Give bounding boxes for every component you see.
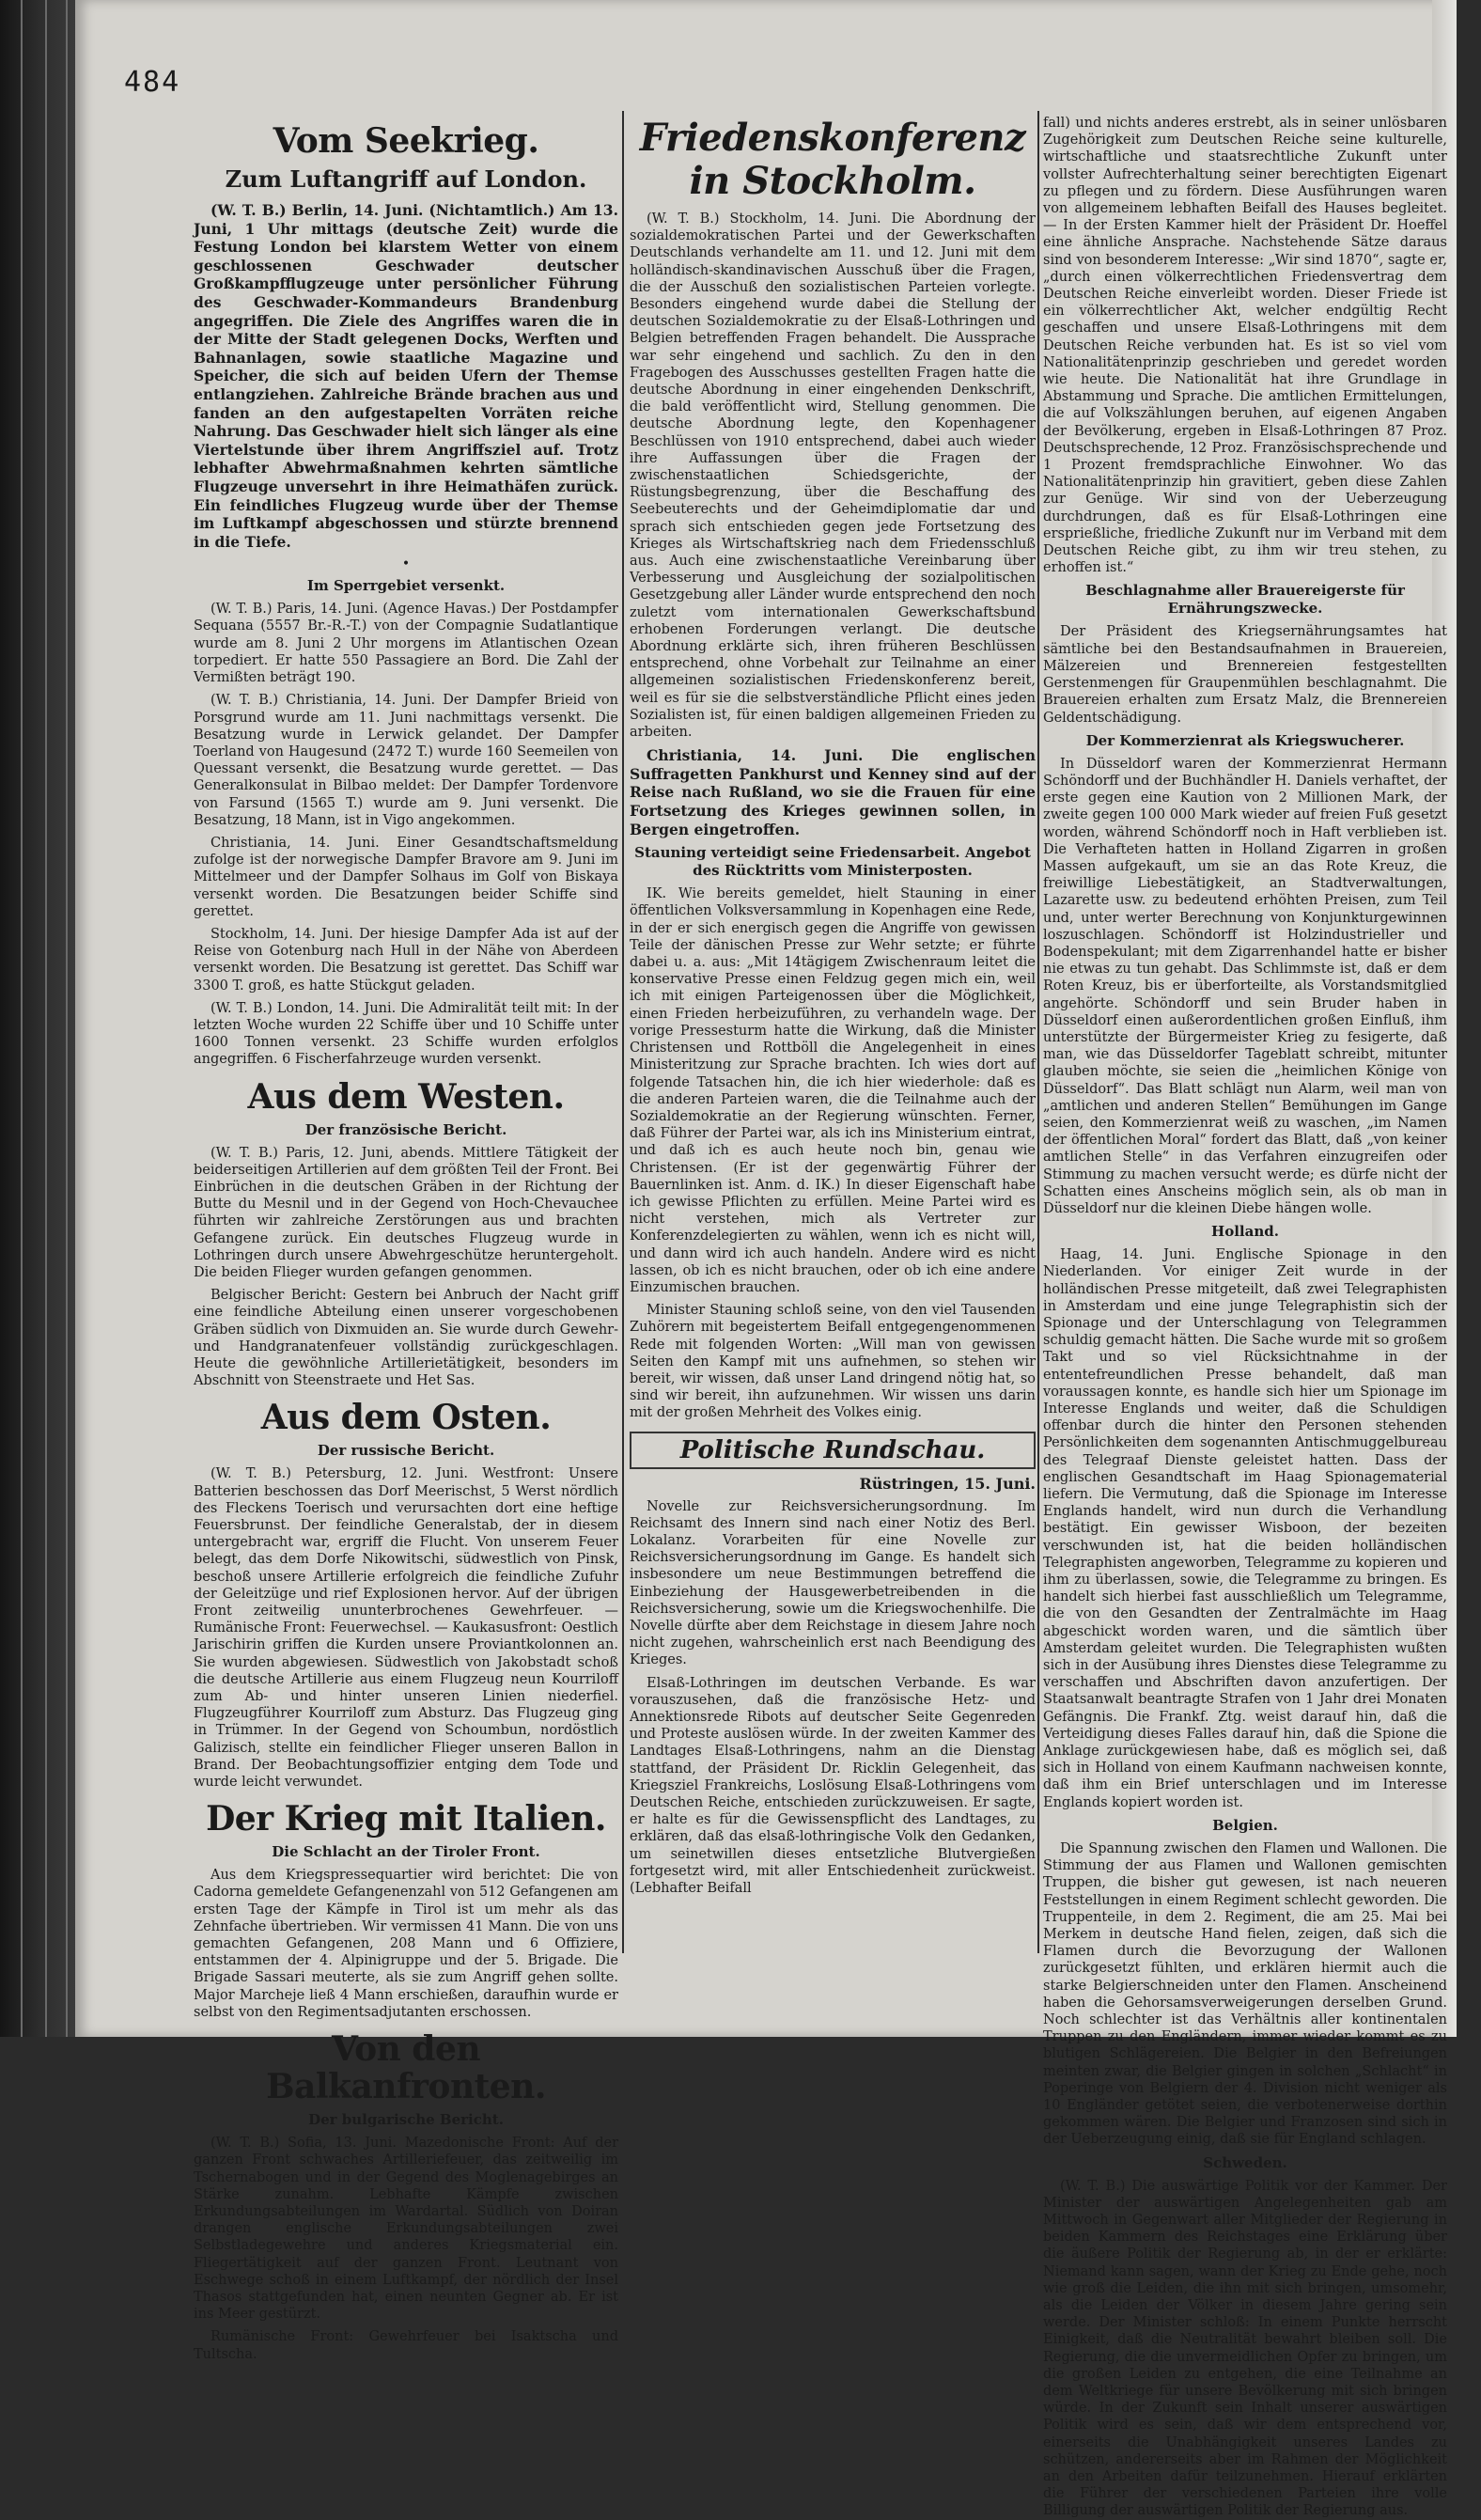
article-christiania-2: Christiania, 14. Juni. Einer Gesandtschaftsmeldung zufolge ist der norwegische Dampfer Bravore am 9. Juni im Mittelmeer und der Dampfer Solhaus im Golf von Biskaya versenkt worden. Die Besatzungen beider Schiffe sind gerettet.	[194, 835, 618, 919]
article-belgien: Die Spannung zwischen den Flamen und Wallonen. Die Stimmung der aus Flamen und Wallonen gemischten Truppen, die bisher gut gewesen, ist nach neueren Feststellungen in einem Regiment schlecht geworden. Die Truppenteile, in dem 2. Regiment, die am 25. Mai bei Merkem in deutsche Hand fielen, zeigen, daß sich die Flamen durch die Bevorzugung der Wallonen zurückgesetzt fühlten, und erklären hiermit auch die starke Belgierschneiden unter den Flamen. Anscheinend haben die Gehorsamsverweigerungen derselben Grund. Noch schlechter ist das Verhältnis aller kontinentalen Truppen zu den Engländern, immer wieder kommt es zu blutigen Schlägereien. Die Belgier in den Befreiungen meinten zwar, die Belgier gingen in solchen „Schlacht“ in Poperinge von Belgiern der 4. Division nicht weniger als 10 Engländer getötet seien, die verbotenerweise dorthin gekommen wären. Die Belgier und Franzosen sind sich in der Ueberzeugung einig, daß sie für England schlagen.	[1043, 1840, 1447, 2148]
headline-italien: Der Krieg mit Italien.	[206, 1799, 606, 1839]
subhead-holland: Holland.	[1211, 1223, 1279, 1241]
headline-westen: Aus dem Westen.	[247, 1076, 565, 1117]
article-rumaenische-front: Rumänische Front: Gewehrfeuer bei Isaktscha und Tultscha.	[194, 2329, 618, 2362]
book-binding	[0, 0, 75, 2037]
article-stauning-schluss: Minister Stauning schloß seine, von den viel Tausenden Zuhörern mit begeistertem Beifall entgegengenommenen Rede mit folgenden Worten: „Will man von gewissen Seiten den Kampf mit uns aufnehmen, so stehen wir bereit, wir wissen, daß unser Land dringend nötig hat, so sind wir bereit, ihn aufzunehmen. Wir wissen uns darin mit der großen Mehrheit des Volkes einig.	[630, 1303, 1036, 1421]
article-sofia: (W. T. B.) Sofia, 13. Juni. Mazedonische Front: Auf der ganzen Front schwaches Artilleriefeuer, das zeitweilig im Tschernabogen und in der Gegend des Moglenagebirges an Stärke zunahm. Lebhafte Kämpfe zwischen Erkundungsabteilungen im Wardartal. Südlich von Doiran drangen englische Erkundungsabteilungen zwei Selbstladegewehre und anderes Kriegsmaterial ein. Fliegertätigkeit auf der ganzen Front. Leutnant von Eschwege schoß in einem Luftkampf, der nördlich der Insel Thasos stattgefunden hat, einen neunten Gegner ab. Er ist ins Meer gestürzt.	[194, 2136, 618, 2323]
article-belg-bericht: Belgischer Bericht: Gestern bei Anbruch der Nacht griff eine feindliche Abteilung einen unserer vorgeschobenen Gräben südlich von Dixmuiden an. Sie wurde durch Gewehr- und Handgranatenfeuer vollständig zurückgeschlagen. Heute die gewöhnliche Artillerietätigkeit, besonders im Abschnitt von Steenstraete und Het Sas.	[194, 1288, 618, 1389]
article-kommerzienrat: In Düsseldorf waren der Kommerzienrat Hermann Schöndorff und der Buchhändler H. Daniels verhaftet, der erste gegen eine Kaution von 2 Millionen Mark, der zweite gegen 100 000 Mark wieder auf freien Fuß gesetzt worden, während Schöndorff noch in Haft verblieben ist. Die Verhafteten hatten in Holland Zigarren in großen Massen aufgekauft, um sie an das Rote Kreuz, die freiwillige Liebestätigkeit, an Stadtverwaltungen, Lazarette usw. zu bedeutend erhöhten Preisen, zum Teil und, unter werter Berechnung von Konjunkturgewinnen loszuschlagen. Schöndorff ist Holzindustrieller und Bodenspekulant; mit dem Zigarrenhandel hatte er bisher nie etwas zu tun gehabt. Das Schlimmste ist, daß er dem Roten Kreuz, bis er überforteilte, als Vorstandsmitglied angehörte. Schöndorff und sein Bruder haben in Düsseldorf einen außerordentlichen großen Einfluß, ihm unterstützte der Bürgermeister Krieg zu fesigerte, daß man, wie das Düsseldorfer Tageblatt schreibt, mitunter glauben möchte, sie seien die „heimlichen Könige von Düsseldorf“. Das Blatt schlägt nun Alarm, weil man von „amtlichen und anderen Stellen“ Bemühungen im Gange seien, den Kommerzienrat weiß zu waschen, „im Namen der öffentlichen Moral“ fordert das Blatt, daß „von keiner amtlichen Stelle“ in das Verfahren einzugreifen oder Stimmung zu machen versucht werde; es dürfe nicht der Schatten eines Anscheins möglich sein, als ob man in Düsseldorf nur die kleinen Diebe hängen wolle.	[1043, 756, 1447, 1216]
article-tirol: Aus dem Kriegspressequartier wird berichtet: Die von Cadorna gemeldete Gefangenenzahl von 512 Gefangenen am ersten Tage der Kämpfe in Tirol ist um mehr als das Zehnfache übertrieben. Wir vermissen 41 Mann. Die von uns gemachten Gefangenen, 208 Mann und 6 Offiziere, entstammen der 4. Alpinigruppe und der 5. Brigade. Die Brigade Sassari meuterte, als sie zum Angriff gehen sollte. Major Marcheje ließ 4 Mann erschießen, daraufhin wurde er selbst von den Regimentsadjutanten erschossen.	[194, 1868, 618, 2020]
column-1	[194, 113, 618, 2362]
separator: •	[401, 556, 411, 572]
article-holland: Haag, 14. Juni. Englische Spionage in den Niederlanden. Vor einiger Zeit wurde in der holländischen Presse mitgeteilt, daß zwei Telegraphisten in Amsterdam und eine junge Telegraphistin sich der Spionage und der Unterschlagung von Telegrammen schuldig gemacht hätten. Die Sache wurde mit so großem Takt und so viel Rücksichtnahme in der ententefreundlichen Presse behandelt, daß man voraussagen konnte, es handle sich hier um Spionage im Interesse Englands und weiter, daß die Schuldigen offenbar durch die hinter den Personen stehenden Persönlichkeiten dem sogenannten Antischmuggelbureau des Telegraaf Dienste geleistet hatten. Dass der englischen Gesandtschaft im Haag Spionagematerial liefern. Die Vermutung, daß die Spionage im Interesse Englands handelt, wird nun durch die Verhandlung bestätigt. Ein gewisser Wisboon, der bezeiten verschwunden ist, hat die beiden holländischen Telegraphisten angeworben, Telegramme zu kopieren und ihm zu überlassen, sowie, die Telegramme zu bringen. Es handelt sich hierbei fast ausschließlich um Telegramme, die von den Gesandten der Zentralmächte im Haag abgeschickt worden waren, und die sämtlich über Amsterdam geleitet wurden. Die Telegraphisten wußten sich in der Ausübung ihres Dienstes diese Telegramme zu verschaffen und Abschriften davon anzufertigen. Der Staatsanwalt beantragte Strafen von 1 Jahr drei Monaten Gefängnis. Die Frankf. Ztg. weist darauf hin, daß die Verteidigung dieses Falles darauf hin, daß die Spione die Anklage zurückgewiesen habe, daß es möglich sei, daß sich in Holland von einem Kaufmann nachweisen konnte, daß ihm ein Brief unterschlagen und im Interesse Englands kopiert worden ist.	[1043, 1247, 1447, 1810]
article-beschlagnahme: Der Präsident des Kriegsernährungsamtes hat sämtliche bei den Bestandsaufnahmen in Brauereien, Mälzereien und Brennereien festgestellten Gerstenmengen für Graupenmühlen beschlagnahmt. Die Brauereien erhalten zum Ersatz Malz, die Brennereien Geldentschädigung.	[1043, 624, 1447, 726]
article-elsass-lothringen: Elsaß-Lothringen im deutschen Verbande. Es war vorauszusehen, daß die französische Hetz- und Annektionsrede Ribots auf deutscher Seite Gegenreden und Proteste auslösen würde. In der zweiten Kammer des Landtages Elsaß-Lothringens, nahm an die Dienstag stattfand, der Präsident Dr. Ricklin Gelegenheit, das Kriegsziel Frankreichs, Loslösung Elsaß-Lothringens vom Deutschen Reiche, entschieden zurückzuweisen. Er sagte, er halte es für die Gewissenspflicht des Landtages, zu erklären, daß das elsaß-lothringische Volk den Gedanken, um seinetwillen dieses entsetzliche Blutvergießen fortgesetzt wird, mit aller Entschiedenheit zurückweist. (Lebhafter Beifall	[630, 1675, 1036, 1897]
article-stockholm-ada: Stockholm, 14. Juni. Der hiesige Dampfer Ada ist auf der Reise von Gotenburg nach Hull in der Nähe von Aberdeen versenkt worden. Die Besatzung ist gerettet. Das Schiff war 3300 T. groß, es hatte Stückgut geladen.	[194, 926, 618, 994]
article-stauning-rede: IK. Wie bereits gemeldet, hielt Stauning in einer öffentlichen Volksversammlung in Kopenhagen eine Rede, in der er sich energisch gegen die Angriffe von gewissen Teile der dänischen Presse zur Wehr setzte; er führte dabei u. a. aus: „Mit 14tägigem Zwischenraum leitet die konservative Presse einen Feldzug gegen mich ein, weil ich mit einigen Parteigenossen über die Möglichkeit, einen Frieden herbeizuführen, zu verhandeln wage. Der vorige Pressesturm hatte die Wirkung, daß die Minister Christensen und Rottböll die Angelegenheit in eines Ministeritzung zur Sprache brachten. Ich wies dort auf folgende Tatsachen hin, die ich hier wiederhole: daß es die anderen Parteien waren, die die Teilnahme auch der Sozialdemokratie an der Regierung wünschten. Ferner, daß Führer der Partei war, als ich ins Ministerium eintrat, und daß ich es auch heute noch bin, genau wie Christensen. (Er ist der gegenwärtig Führer der Bauernlinken ist. Anm. d. IK.) In dieser Eigenschaft habe ich gewisse Pflichten zu erfüllen. Meine Partei wird es nicht verstehen, mich als Vertreter zur Konferenzdelegierten zu wählen, wenn ich es nicht will, und dann wird ich auch handeln. Andere wird es nicht lassen, ob ich es nicht brauchen, oder ob ich eine andere Einzumischen brauchen.	[630, 886, 1036, 1295]
subhead-beschlagnahme: Beschlagnahme aller Brauereigerste für Ernährungszwecke.	[1085, 582, 1405, 618]
article-elsass-continued: fall) und nichts anderes erstrebt, als in seiner unlösbaren Zugehörigkeit zum Deutschen Reiche seine kulturelle, wirtschaftliche und staatsrechtliche Zukunft unter vollster Aufrechterhaltung seiner berechtigten Eigenart zu pflegen und zu fördern. Diese Ausführungen waren von allgemeinem lebhaften Beifall des Hauses begleitet. — In der Ersten Kammer hielt der Präsident Dr. Hoeffel eine ähnliche Ansprache. Nachstehende Sätze daraus sind von besonderem Interesse: „Wir sind 1870“, sagte er, „durch einen völkerrechtlichen Friedensvertrag dem Deutschen Reiche einverleibt worden. Dieser Friede ist ein völkerrechtlicher Akt, welcher endgültig Recht geschaffen und unsere Elsaß-Lothringens mit dem Deutschen Reiche verbunden hat. Es ist so viel vom Nationalitätenprinzip geschrieben und geredet worden wie heute. Die Nationalität hat ihre Grundlage in Abstammung und Sprache. Die amtlichen Ermittelungen, die auf Volkszählungen beruhen, auf eigenen Angaben der Bevölkerung, ergeben in Elsaß-Lothringen 87 Proz. Deutschsprechende, 12 Proz. Französischsprechende und 1 Prozent fremdsprachliche Einwohner. Wo das Nationalitätenprinzip hin gravitiert, geben diese Zahlen zur Genüge. Wir sind von der Ueberzeugung durchdrungen, daß es für Elsaß-Lothringen eine ersprießliche, friedliche Zukunft nur im Verband mit dem Deutschen Reiche gibt, zu ihm wir treu stehen, zu erhoffen ist.“	[1043, 116, 1447, 576]
subhead-luftangriff: Zum Luftangriff auf London.	[225, 165, 587, 193]
subhead-stauning: Stauning verteidigt seine Friedensarbeit. Angebot des Rücktritts vom Ministerposten.	[634, 844, 1031, 880]
headline-osten: Aus dem Osten.	[260, 1398, 552, 1438]
article-luftangriff: (W. T. B.) Berlin, 14. Juni. (Nichtamtlich.) Am 13. Juni, 1 Uhr mittags (deutsche Zeit) wurde die Festung London bei klarstem Wetter von einem geschlossenen Geschwader deutscher Großkampfflugzeuge unter persönlicher Führung des Geschwader-Kommandeurs Brandenburg angegriffen. Die Ziele des Angriffes waren die in der Mitte der Stadt gelegenen Docks, Werften und Bahnanlagen, sowie staatliche Magazine und Speicher, die sich auf beiden Ufern der Themse entlangziehen. Zahlreiche Brände brachen aus und fanden an den aufgestapelten Vorräten reiche Nahrung. Das Geschwader hielt sich länger als eine Viertelstunde über ihrem Angriffsziel auf. Trotz lebhafter Abwehrmaßnahmen kehrten sämtliche Flugzeuge unversehrt in ihre Heimathäfen zurück. Ein feindliches Flugzeug wurde über der Themse im Luftkampf abgeschossen und stürzte brennend in die Tiefe.	[194, 201, 618, 551]
article-stockholm-abordnung: (W. T. B.) Stockholm, 14. Juni. Die Abordnung der sozialdemokratischen Partei und der Gewerkschaften Deutschlands verhandelte am 11. und 12. Juni mit dem holländisch-skandinavischen Ausschuß über die Fragen, die der Ausschuß den sozialistischen Parteien vorlegte. Besonders eingehend wurde dabei die Stellung der deutschen Sozialdemokratie zu der Elsaß-Lothringen und Belgien betreffenden Fragen behandelt. Die Aussprache war sehr eingehend und sachlich. Zu den in den Fragebogen des Ausschusses gestellten Fragen hatte die deutsche Abordnung in einer eingehenden Denkschrift, die bald veröffentlicht wird, Stellung genommen. Die deutsche Abordnung legte, den Kopenhagener Beschlüssen von 1910 entsprechend, dabei auch wieder ihre Auffassungen über die Fragen der zwischenstaatlichen Schiedsgerichte, der Rüstungsbegrenzung, über die Beschaffung des Seebeuterechts und der Geheimdiplomatie dar und sprach sich entschieden gegen jede Fortsetzung des Krieges als Wirtschaftskrieg nach dem Friedensschluß aus. Auch eine zwischenstaatliche Vereinbarung über Verbesserung und Ausgleichung der sozialpolitischen Gesetzgebung aller Länder wurde entsprechend den noch zuletzt vom internationalen Gewerkschaftsbund erhobenen Forderungen verlangt. Die deutsche Abordnung erklärte sich, ihren früheren Beschlüssen entsprechend, ohne Vorbehalt zur Teilnahme an einer allgemeinen sozialistischen Friedenskonferenz bereit, weil es für sie die selbstverständliche Pflicht eines jeden Sozialisten ist, für einen baldigen allgemeinen Frieden zu arbeiten.	[630, 211, 1036, 741]
column-3	[1043, 115, 1447, 2519]
article-christiania-1: (W. T. B.) Christiania, 14. Juni. Der Dampfer Brieid von Porsgrund wurde am 11. Juni nachmittags versenkt. Die Besatzung wurde in Lerwick gelandet. Der Dampfer Toerland von Haugesund (2472 T.) wurde 160 Seemeilen von Quessant versenkt, die Besatzung wurde gerettet. — Das Generalkonsulat in Bilbao meldet: Der Dampfer Tordenvore von Farsund (1565 T.) wurde am 9. Juni versenkt. Die Besatzung, 18 Mann, ist in Vigo angekommen.	[194, 693, 618, 828]
column-rule-right	[1037, 111, 1039, 1953]
article-london-admiralty: (W. T. B.) London, 14. Juni. Die Admiralität teilt mit: In der letzten Woche wurden 22 Schiffe über und 10 Schiffe unter 1600 Tonnen versenkt. 23 Schiffe wurden erfolglos angegriffen. 6 Fischerfahrzeuge wurden versenkt.	[194, 1000, 618, 1068]
subhead-tirol: Die Schlacht an der Tiroler Front.	[272, 1843, 540, 1861]
section-politische-rundschau: Politische Rundschau.	[630, 1432, 1036, 1469]
headline-balkan: Von den Balkanfronten.	[266, 2029, 546, 2107]
subhead-russ-bericht: Der russische Bericht.	[317, 1442, 495, 1460]
subhead-sperrgebiet: Im Sperrgebiet versenkt.	[306, 577, 506, 595]
article-petersburg: (W. T. B.) Petersburg, 12. Juni. Westfront: Unsere Batterien beschossen das Dorf Meerischst, 5 Werst nördlich des Fleckens Toerisch und verursachten dort eine heftige Feuersbrunst. Der feindliche Generalstab, der in diesem untergebracht war, ergriff die Flucht. Von unserem Feuer belegt, das dem Dorfe Nikowitschi, südwestlich von Pinsk, beschoß unsere Artillerie erfolgreich die feindliche Zufuhr der Geleitzüge und rief Explosionen hervor. Auf der übrigen Front zeitweilig ununterbrochenes Gewehrfeuer. — Rumänische Front: Feuerwechsel. — Kaukasusfront: Oestlich Jarischirin griffen die Kurden unsere Proviantkolonnen an. Sie wurden abgewiesen. Südwestlich von Jakobstadt schoß die deutsche Artillerie aus einem Flugzeug neun Kourriloff zum Ab- und hinter unseren Linien niederfiel. Flugzeugführer Kourriloff zum Absturz. Das Flugzeug ging in Trümmer. In der Gegend von Schoumbun, nordöstlich Galizisch, stellte ein feindlicher Flieger unseren Ballon in Brand. Der Beobachtungsoffizier entging dem Tode und wurde leicht verwundet.	[194, 1466, 618, 1791]
article-paris-bericht: (W. T. B.) Paris, 12. Juni, abends. Mittlere Tätigkeit der beiderseitigen Artillerien auf dem größten Teil der Front. Bei Einbrüchen in die deutschen Gräben in der Richtung der Butte du Mesnil und in der Gegend von Hoch-Chevauchee führten wir zahlreiche Zerstörungen aus und brachten Gefangene zurück. Ein deutsches Flugzeug wurde in Lothringen durch unsere Abwehrgeschütze heruntergeholt. Die beiden Flieger wurden gefangen genommen.	[194, 1145, 618, 1280]
subhead-kommerzienrat: Der Kommerzienrat als Kriegswucherer.	[1085, 731, 1405, 749]
article-schweden: (W. T. B.) Die auswärtige Politik vor der Kammer. Der Minister der auswärtigen Angelegenheiten gab am Mittwoch in Gegenwart aller Mitglieder der Regierung in beiden Kammern des Reichstages eine Erklärung über die äußere Politik der Regierung ab, in der er erklärte: Niemand kann sagen, wann der Krieg zu Ende gehe, noch wie groß die Leiden, die ihn mit sich bringen, umsomehr, als die Leiden der Völker in diesem Jahre gering sein werde. Der Minister schloß: In einem Punkte herrscht Einigkeit, daß die Neutralität bewahrt bleiben soll. Die Regierung, die die unvermeidlichen Opfer zu bringen, um die großen Leiden zu entgehen, die eine Teilnahme an dem Weltkriege für unsere Bevölkerung mit sich bringen würde. In der Zukunft sein Inhalt unserer auswärtigen Politik wird es sein, daß wir dem entsprechend vor, einerseits die Unabhängigkeit unseres Landes zu schützen, andererseits aber im Rahmen der Möglichkeit an den Arbeiten dafür teilzunehmen. Hierauf erklärten die Führer der verschiedenen Parteien ihre volle Billigung der auswärtigen Politik der Regierung aus.	[1043, 2178, 1447, 2519]
subhead-schweden: Schweden.	[1203, 2153, 1287, 2171]
page-number: 484	[124, 66, 181, 99]
subhead-belgien: Belgien.	[1212, 1816, 1278, 1834]
dateline-ruestringen: Rüstringen, 15. Juni.	[859, 1474, 1036, 1493]
headline-seekrieg: Vom Seekrieg.	[273, 121, 539, 161]
article-novelle: Novelle zur Reichsversicherungsordnung. Im Reichsamt des Innern sind nach einer Notiz des Berl. Lokalanz. Vorarbeiten für eine Novelle zur Reichsversicherungsordnung im Gange. Es handelt sich insbesondere um neue Bestimmungen betreffend die Einbeziehung der Hausgewerbetreibenden in die Reichsversicherung, sowie um die Kriegswochenhilfe. Die Novelle dürfte aber dem Reichstage in diesem Jahre noch nicht zugehen, wahrscheinlich erst nach Beendigung des Krieges.	[630, 1498, 1036, 1668]
column-2	[630, 113, 1036, 1955]
article-paris-sequana: (W. T. B.) Paris, 14. Juni. (Agence Havas.) Der Postdampfer Sequana (5557 Br.-R.-T.) von der Compagnie Sudatlantique wurde am 8. Juni 2 Uhr morgens im Atlantischen Ozean torpediert. Er hatte 550 Passagiere an Bord. Die Zahl der Vermißten beträgt 190.	[194, 602, 618, 686]
subhead-bulg-bericht: Der bulgarische Bericht.	[308, 2111, 504, 2129]
headline-friedenskonferenz: Friedenskonferenz in Stockholm.	[639, 116, 1026, 203]
article-christiania-suffragetten: Christiania, 14. Juni. Die englischen Suffragetten Pankhurst und Kenney sind auf der Reise nach Rußland, wo sie die Frauen für eine Fortsetzung des Krieges gewinnen sollen, in Bergen eingetroffen.	[630, 746, 1036, 838]
subhead-franz-bericht: Der französische Bericht.	[304, 1120, 507, 1138]
column-rule-left	[622, 111, 624, 1953]
